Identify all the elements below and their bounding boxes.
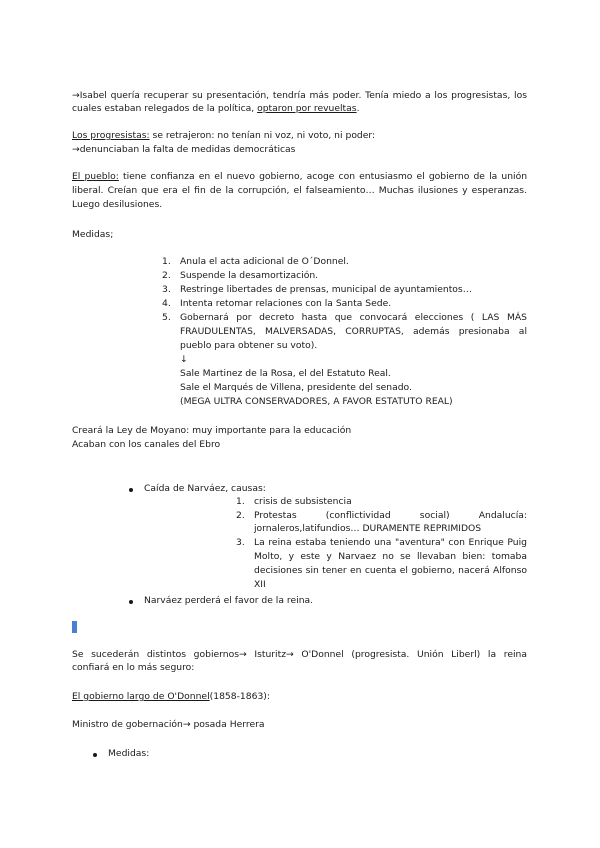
down-arrow-icon: ↓ xyxy=(180,354,188,365)
moyano-line2: Acaban con los canales del Ebro xyxy=(72,439,221,450)
pueblo-line2: liberal. Creían que era el fin de la corrupción, el falseamiento… Muchas ilusiones y esperanzas. xyxy=(72,185,527,196)
narvaez-last: Narváez perderá el favor de la reina. xyxy=(144,595,314,606)
ministro-line: Ministro de gobernación→ posada Herrera xyxy=(72,719,265,730)
list-item: Gobernará por decreto hasta que convocará elecciones ( LAS MÁS xyxy=(180,312,527,323)
bullet-icon xyxy=(93,753,97,757)
bullet-icon xyxy=(129,600,133,604)
cause-line: jornaleros,latifundios… DURAMENTE REPRIMIDOS xyxy=(254,523,482,534)
gobierno-largo-line xyxy=(72,691,270,703)
gobiernos-line1: Se sucederán distintos gobiernos→ Isturitz→ O'Donnel (progresista. Unión Liberl) la reina xyxy=(72,649,527,660)
item5-line2: FRAUDULENTAS, MALVERSADAS, CORRUPTAS, además presionaba al xyxy=(180,326,527,337)
gobierno-largo-years: (1858-1863): xyxy=(209,691,270,702)
cause-line: Protestas (conflictividad social) Andalucía: xyxy=(254,510,527,521)
list-num: 5. xyxy=(162,312,171,323)
moyano-line1: Creará la Ley de Moyano: muy importante para la educación xyxy=(72,425,352,436)
progresistas-line xyxy=(72,130,375,142)
item5-line5: Sale Martinez de la Rosa, el del Estatuto Real. xyxy=(180,368,391,379)
list-num: 1. xyxy=(162,256,171,267)
progresistas-text: se retrajeron: no tenían ni voz, ni voto, ni poder: xyxy=(149,130,376,141)
progresistas-heading: Los progresistas: xyxy=(72,130,150,141)
medidas2-title: Medidas: xyxy=(108,748,150,759)
gobiernos-line2: confiará en lo más seguro: xyxy=(72,662,195,673)
p1-line2 xyxy=(72,103,360,115)
gobierno-largo-title: El gobierno largo de O'Donnel xyxy=(72,691,210,702)
bullet-icon xyxy=(129,488,133,492)
pueblo-text: tiene confianza en el nuevo gobierno, acoge con entusiasmo el gobierno de la unión xyxy=(118,171,528,182)
list-num: 3. xyxy=(236,537,245,548)
p1-underlined-text: optaron por revueltas xyxy=(257,103,357,114)
list-num: 1. xyxy=(236,496,245,507)
pueblo-line3: Luego desilusiones. xyxy=(72,199,163,210)
list-num: 4. xyxy=(162,298,171,309)
p1-period: . xyxy=(356,103,360,114)
list-num: 2. xyxy=(162,270,171,281)
list-num: 2. xyxy=(236,510,245,521)
list-item: Suspende la desamortización. xyxy=(180,270,319,281)
cause-line: crisis de subsistencia xyxy=(254,496,352,507)
pueblo-line1 xyxy=(72,171,527,183)
medidas-title: Medidas; xyxy=(72,229,114,240)
pueblo-heading: El pueblo: xyxy=(72,171,119,182)
narvaez-title: Caída de Narváez, causas: xyxy=(144,483,266,494)
progresistas-line2: →denunciaban la falta de medidas democráticas xyxy=(72,144,296,155)
p1-line2-text: cuales estaban relegados de la política, xyxy=(72,103,258,114)
list-item: Restringe libertades de prensas, municipal de ayuntamientos… xyxy=(180,284,472,295)
item5-line7: (MEGA ULTRA CONSERVADORES, A FAVOR ESTATUTO REAL) xyxy=(180,396,453,407)
item5-line3: pueblo para obtener su voto). xyxy=(180,340,318,351)
cause-line: La reina estaba teniendo una "aventura" con Enrique Puig xyxy=(254,537,527,548)
item5-line6: Sale el Marqués de Villena, presidente del senado. xyxy=(180,382,412,393)
list-item: Intenta retomar relaciones con la Santa Sede. xyxy=(180,298,392,309)
p1-line1: →Isabel quería recuperar su presentación, tendría más poder. Tenía miedo a los progresistas, los xyxy=(72,90,527,101)
list-num: 3. xyxy=(162,284,171,295)
cursor-marker xyxy=(72,621,77,633)
cause-line: Molto, y este y Narvaez no se llevaban bien: tomaba xyxy=(254,551,527,562)
list-item: Anula el acta adicional de O´Donnel. xyxy=(180,256,349,267)
cause-line: decisiones sin tener en cuenta el gobierno, nacerá Alfonso xyxy=(254,565,527,576)
cause-line: XII xyxy=(254,579,266,590)
